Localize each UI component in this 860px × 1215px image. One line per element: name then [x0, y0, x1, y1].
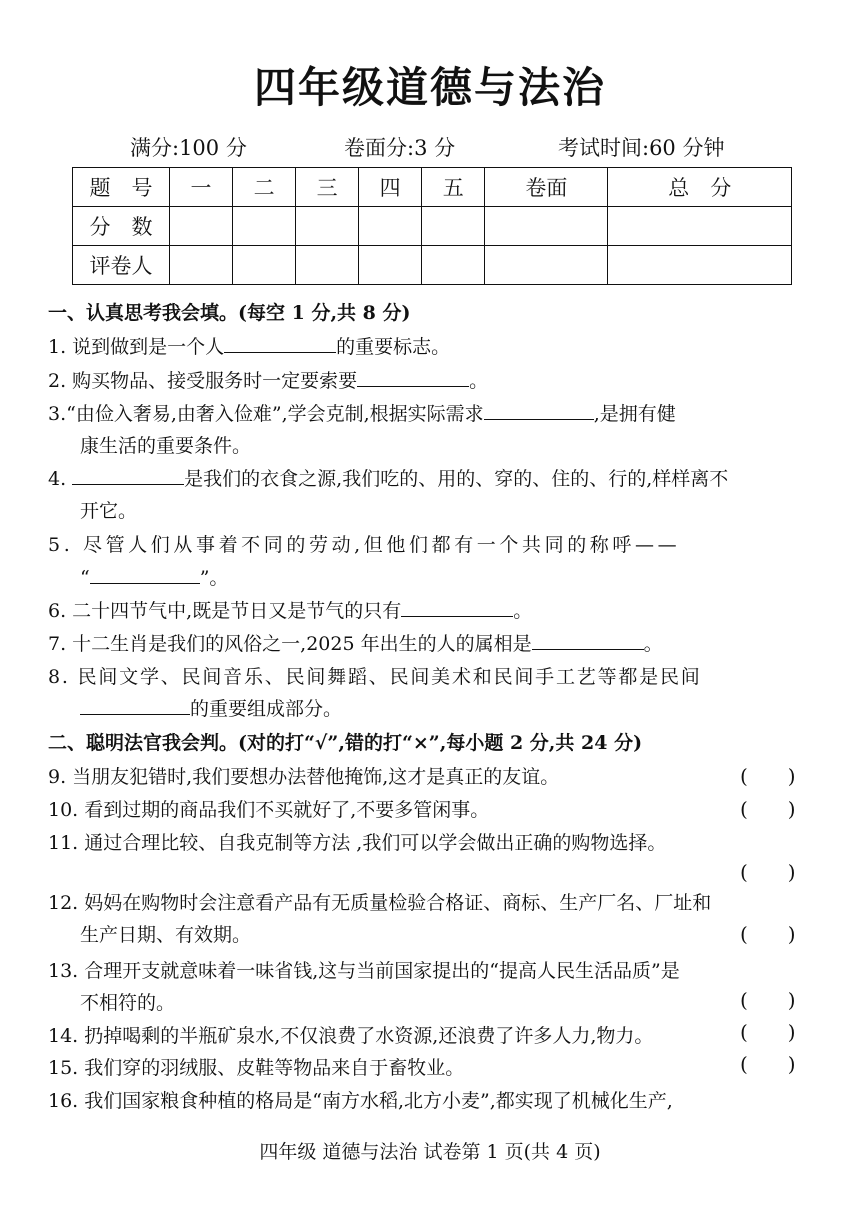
- answer-blank[interactable]: [532, 630, 644, 650]
- grader-cell[interactable]: [170, 246, 233, 285]
- answer-parens[interactable]: ( ): [740, 1020, 796, 1044]
- grader-cell[interactable]: [296, 246, 359, 285]
- score-header-cell: 一: [170, 168, 233, 207]
- answer-parens[interactable]: ( ): [740, 988, 796, 1012]
- score-row-label: 分 数: [73, 207, 170, 246]
- score-header-cell: 卷面: [485, 168, 608, 207]
- score-cell[interactable]: [359, 207, 422, 246]
- question-3-cont: 康生活的重要条件。: [80, 435, 252, 457]
- exam-title: 四年级道德与法治: [253, 63, 606, 112]
- score-cell[interactable]: [296, 207, 359, 246]
- score-cell[interactable]: [233, 207, 296, 246]
- answer-parens[interactable]: ( ): [740, 860, 796, 884]
- question-11: 11. 通过合理比较、自我克制等方法 ,我们可以学会做出正确的购物选择。: [48, 832, 667, 854]
- grader-cell[interactable]: [485, 246, 608, 285]
- question-5: 5. 尽管人们从事着不同的劳动,但他们都有一个共同的称呼——: [48, 534, 681, 556]
- question-13-cont: 不相符的。: [80, 992, 176, 1014]
- score-header-cell: 三: [296, 168, 359, 207]
- answer-blank[interactable]: [80, 695, 190, 715]
- question-7: 7. 十二生肖是我们的风俗之一,2025 年出生的人的属相是 。: [48, 629, 663, 656]
- answer-blank[interactable]: [484, 400, 594, 420]
- full-score: 满分:100 分: [130, 136, 247, 160]
- question-13: 13. 合理开支就意味着一味省钱,这与当前国家提出的“提高人民生活品质”是: [48, 960, 680, 982]
- answer-parens[interactable]: ( ): [740, 797, 796, 821]
- score-header-cell: 总 分: [608, 168, 792, 207]
- section1-heading: 一、认真思考我会填。(每空 1 分,共 8 分): [48, 302, 411, 324]
- score-header-cell: 四: [359, 168, 422, 207]
- question-6: 6. 二十四节气中,既是节日又是节气的只有 。: [48, 596, 532, 623]
- question-12-cont: 生产日期、有效期。: [80, 924, 252, 946]
- score-cell[interactable]: [422, 207, 485, 246]
- question-12: 12. 妈妈在购物时会注意看产品有无质量检验合格证、商标、生产厂名、厂址和: [48, 892, 712, 914]
- answer-parens[interactable]: ( ): [740, 922, 796, 946]
- section2-heading: 二、聪明法官我会判。(对的打“√”,错的打“×”,每小题 2 分,共 24 分): [48, 732, 643, 754]
- answer-blank[interactable]: [90, 564, 200, 584]
- page-footer: 四年级 道德与法治 试卷第 1 页(共 4 页): [259, 1141, 601, 1163]
- answer-blank[interactable]: [72, 465, 184, 485]
- question-4-cont: 开它。: [80, 500, 138, 522]
- score-header-cell: 题 号: [73, 168, 170, 207]
- score-header-cell: 五: [422, 168, 485, 207]
- grader-row-label: 评卷人: [73, 246, 170, 285]
- answer-blank[interactable]: [224, 333, 336, 353]
- score-table-header-row: [73, 168, 792, 207]
- grader-cell[interactable]: [359, 246, 422, 285]
- question-5-cont: “ ”。: [80, 563, 228, 590]
- grader-row: [73, 246, 792, 285]
- score-row: [73, 207, 792, 246]
- question-16: 16. 我们国家粮食种植的格局是“南方水稻,北方小麦”,都实现了机械化生产,: [48, 1090, 673, 1112]
- question-2: 2. 购买物品、接受服务时一定要索要 。: [48, 366, 488, 393]
- answer-blank[interactable]: [357, 367, 469, 387]
- question-3: 3.“由俭入奢易,由奢入俭难”,学会克制,根据实际需求 ,是拥有健: [48, 399, 676, 426]
- answer-parens[interactable]: ( ): [740, 764, 796, 788]
- question-4: 4. 是我们的衣食之源,我们吃的、用的、穿的、住的、行的,样样离不: [48, 464, 728, 491]
- score-cell[interactable]: [485, 207, 608, 246]
- score-header-cell: 二: [233, 168, 296, 207]
- question-8: 8. 民间文学、民间音乐、民间舞蹈、民间美术和民间手工艺等都是民间: [48, 666, 702, 688]
- score-cell[interactable]: [170, 207, 233, 246]
- question-10: 10. 看到过期的商品我们不买就好了,不要多管闲事。: [48, 799, 490, 821]
- neatness-score: 卷面分:3 分: [344, 136, 456, 160]
- question-8-cont: 的重要组成部分。: [80, 694, 342, 721]
- answer-parens[interactable]: ( ): [740, 1052, 796, 1076]
- question-9: 9. 当朋友犯错时,我们要想办法替他掩饰,这才是真正的友谊。: [48, 766, 560, 788]
- question-1: 1. 说到做到是一个人 的重要标志。: [48, 332, 450, 359]
- score-cell[interactable]: [608, 207, 792, 246]
- score-table: [72, 167, 792, 285]
- question-15: 15. 我们穿的羽绒服、皮鞋等物品来自于畜牧业。: [48, 1057, 465, 1079]
- question-14: 14. 扔掉喝剩的半瓶矿泉水,不仅浪费了水资源,还浪费了许多人力,物力。: [48, 1025, 654, 1047]
- grader-cell[interactable]: [422, 246, 485, 285]
- exam-time: 考试时间:60 分钟: [558, 136, 725, 160]
- answer-blank[interactable]: [401, 597, 513, 617]
- grader-cell[interactable]: [233, 246, 296, 285]
- grader-cell[interactable]: [608, 246, 792, 285]
